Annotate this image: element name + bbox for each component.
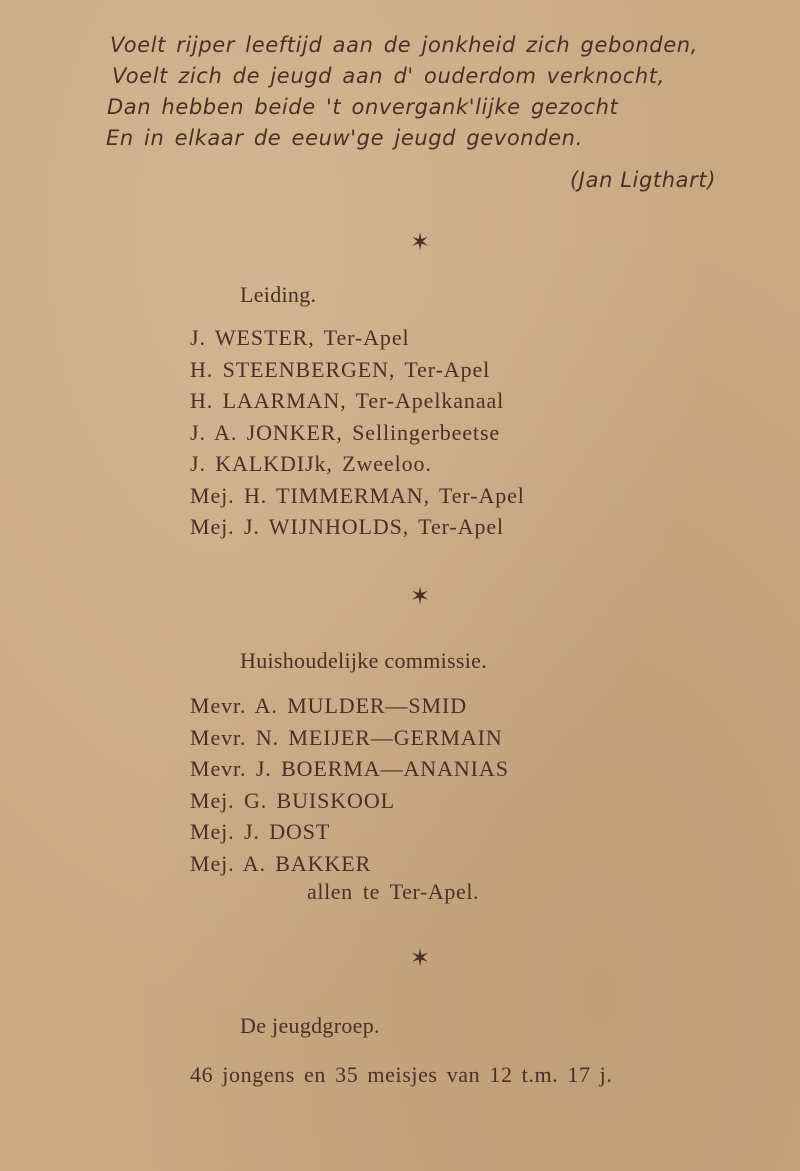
poem-line: Dan hebben beide 't onvergank'lijke gezocht: [107, 95, 619, 119]
list-item: Mej. J. DOST: [190, 819, 331, 844]
leiding-list: [190, 322, 525, 543]
list-item: J. A. JONKER, Sellingerbeetse: [190, 419, 501, 445]
asterisk-separator-icon: ✶: [409, 582, 431, 610]
list-item: Mej. J. WIJNHOLDS, Ter-Apel: [190, 514, 505, 539]
list-item: Mevr. J. BOERMA—ANANIAS: [190, 756, 509, 781]
list-item: Mevr. N. MEIJER—GERMAIN: [190, 724, 503, 750]
list-item: Mej. H. TIMMERMAN, Ter-Apel: [190, 482, 525, 508]
list-item: H. LAARMAN, Ter-Apelkanaal: [190, 388, 505, 413]
poem-line: Voelt rijper leeftijd aan de jonkheid zich gebonden,: [110, 33, 698, 57]
list-item: J. KALKDIJk, Zweeloo.: [190, 451, 432, 476]
poem-line: En in elkaar de eeuw'ge jeugd gevonden.: [106, 126, 583, 150]
jeugdgroep-heading: De jeugdgroep.: [240, 1013, 380, 1038]
list-item: J. WESTER, Ter-Apel: [190, 325, 410, 350]
commissie-heading: Huishoudelijke commissie.: [240, 648, 488, 673]
commissie-list: [190, 690, 509, 879]
poem: [106, 30, 698, 154]
leiding-heading: Leiding.: [240, 282, 317, 307]
commissie-note: allen te Ter-Apel.: [307, 879, 480, 904]
list-item: H. STEENBERGEN, Ter-Apel: [190, 356, 491, 382]
poem-line: Voelt zich de jeugd aan d' ouderdom verknocht,: [112, 64, 665, 88]
asterisk-separator-icon: ✶: [409, 944, 431, 972]
list-item: Mej. A. BAKKER: [190, 850, 372, 876]
list-item: Mej. G. BUISKOOL: [190, 787, 395, 813]
poem-attribution: (Jan Ligthart): [570, 168, 716, 192]
asterisk-separator-icon: ✶: [409, 228, 431, 256]
jeugdgroep-text: 46 jongens en 35 meisjes van 12 t.m. 17 j.: [190, 1062, 613, 1087]
list-item: Mevr. A. MULDER—SMID: [190, 693, 468, 718]
